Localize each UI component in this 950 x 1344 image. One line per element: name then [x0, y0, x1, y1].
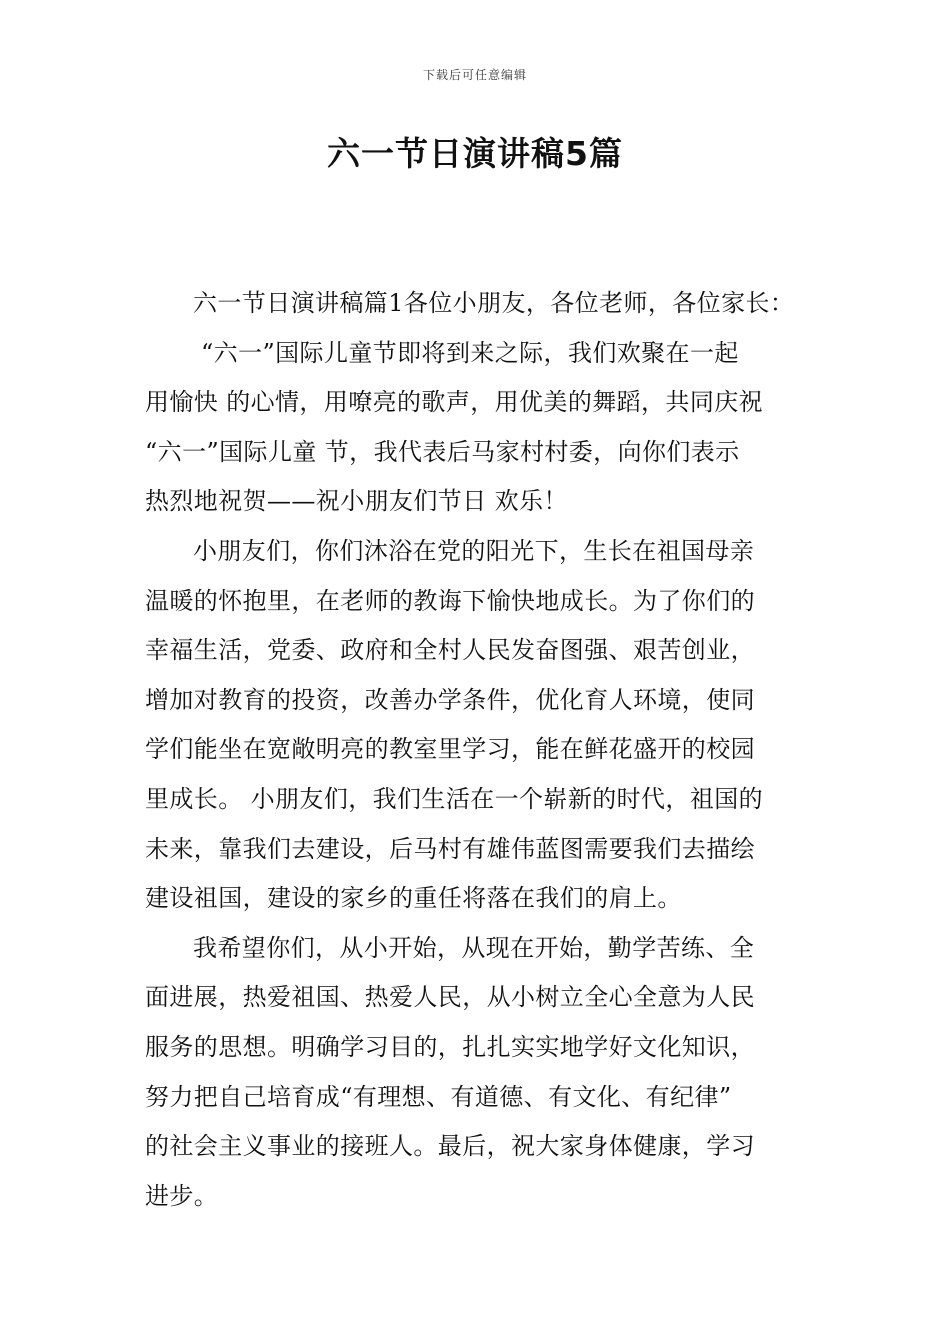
document-body	[145, 279, 815, 1221]
document-title: 六一节日演讲稿5篇	[327, 134, 623, 173]
body-line: 面进展，热爱祖国、热爱人民，从小树立全心全意为人民	[145, 983, 755, 1012]
body-line: 小朋友们，你们沐浴在党的阳光下，生长在祖国母亲	[193, 536, 755, 565]
body-line: 学们能坐在宽敞明亮的教室里学习，能在鲜花盛开的校园	[145, 735, 755, 764]
body-line: 温暖的怀抱里，在老师的教诲下愉快地成长。为了你们的	[145, 586, 755, 615]
body-line: 未来，靠我们去建设，后马村有雄伟蓝图需要我们去描绘	[145, 834, 755, 863]
body-line: 的社会主义事业的接班人。最后，祝大家身体健康，学习	[145, 1132, 755, 1161]
body-line: “六一”国际儿童 节，我代表后马家村村委，向你们表示	[145, 437, 740, 466]
body-line: “六一”国际儿童节即将到来之际，我们欢聚在一起	[201, 338, 739, 367]
body-line: 服务的思想。明确学习目的，扎扎实实地学好文化知识，	[145, 1032, 755, 1061]
body-line: 里成长。 小朋友们，我们生活在一个崭新的时代，祖国的	[145, 784, 764, 813]
body-line: 增加对教育的投资，改善办学条件，优化育人环境，使同	[145, 685, 755, 714]
page-header-note: 下载后可任意编辑	[422, 68, 527, 82]
body-line: 六一节日演讲稿篇1各位小朋友，各位老师，各位家长：	[193, 289, 795, 317]
body-line: 幸福生活，党委、政府和全村人民发奋图强、艰苦创业，	[145, 636, 755, 665]
body-line: 热烈地祝贺——祝小朋友们节日 欢乐！	[145, 487, 568, 516]
body-line: 用愉快 的心情，用嘹亮的歌声，用优美的舞蹈，共同庆祝	[145, 388, 764, 417]
body-line: 我希望你们，从小开始，从现在开始，勤学苦练、全	[193, 933, 755, 962]
body-line: 进步。	[145, 1181, 219, 1210]
body-line: 努力把自己培育成“有理想、有道德、有文化、有纪律”	[145, 1082, 732, 1111]
body-line: 建设祖国，建设的家乡的重任将落在我们的肩上。	[145, 884, 682, 913]
